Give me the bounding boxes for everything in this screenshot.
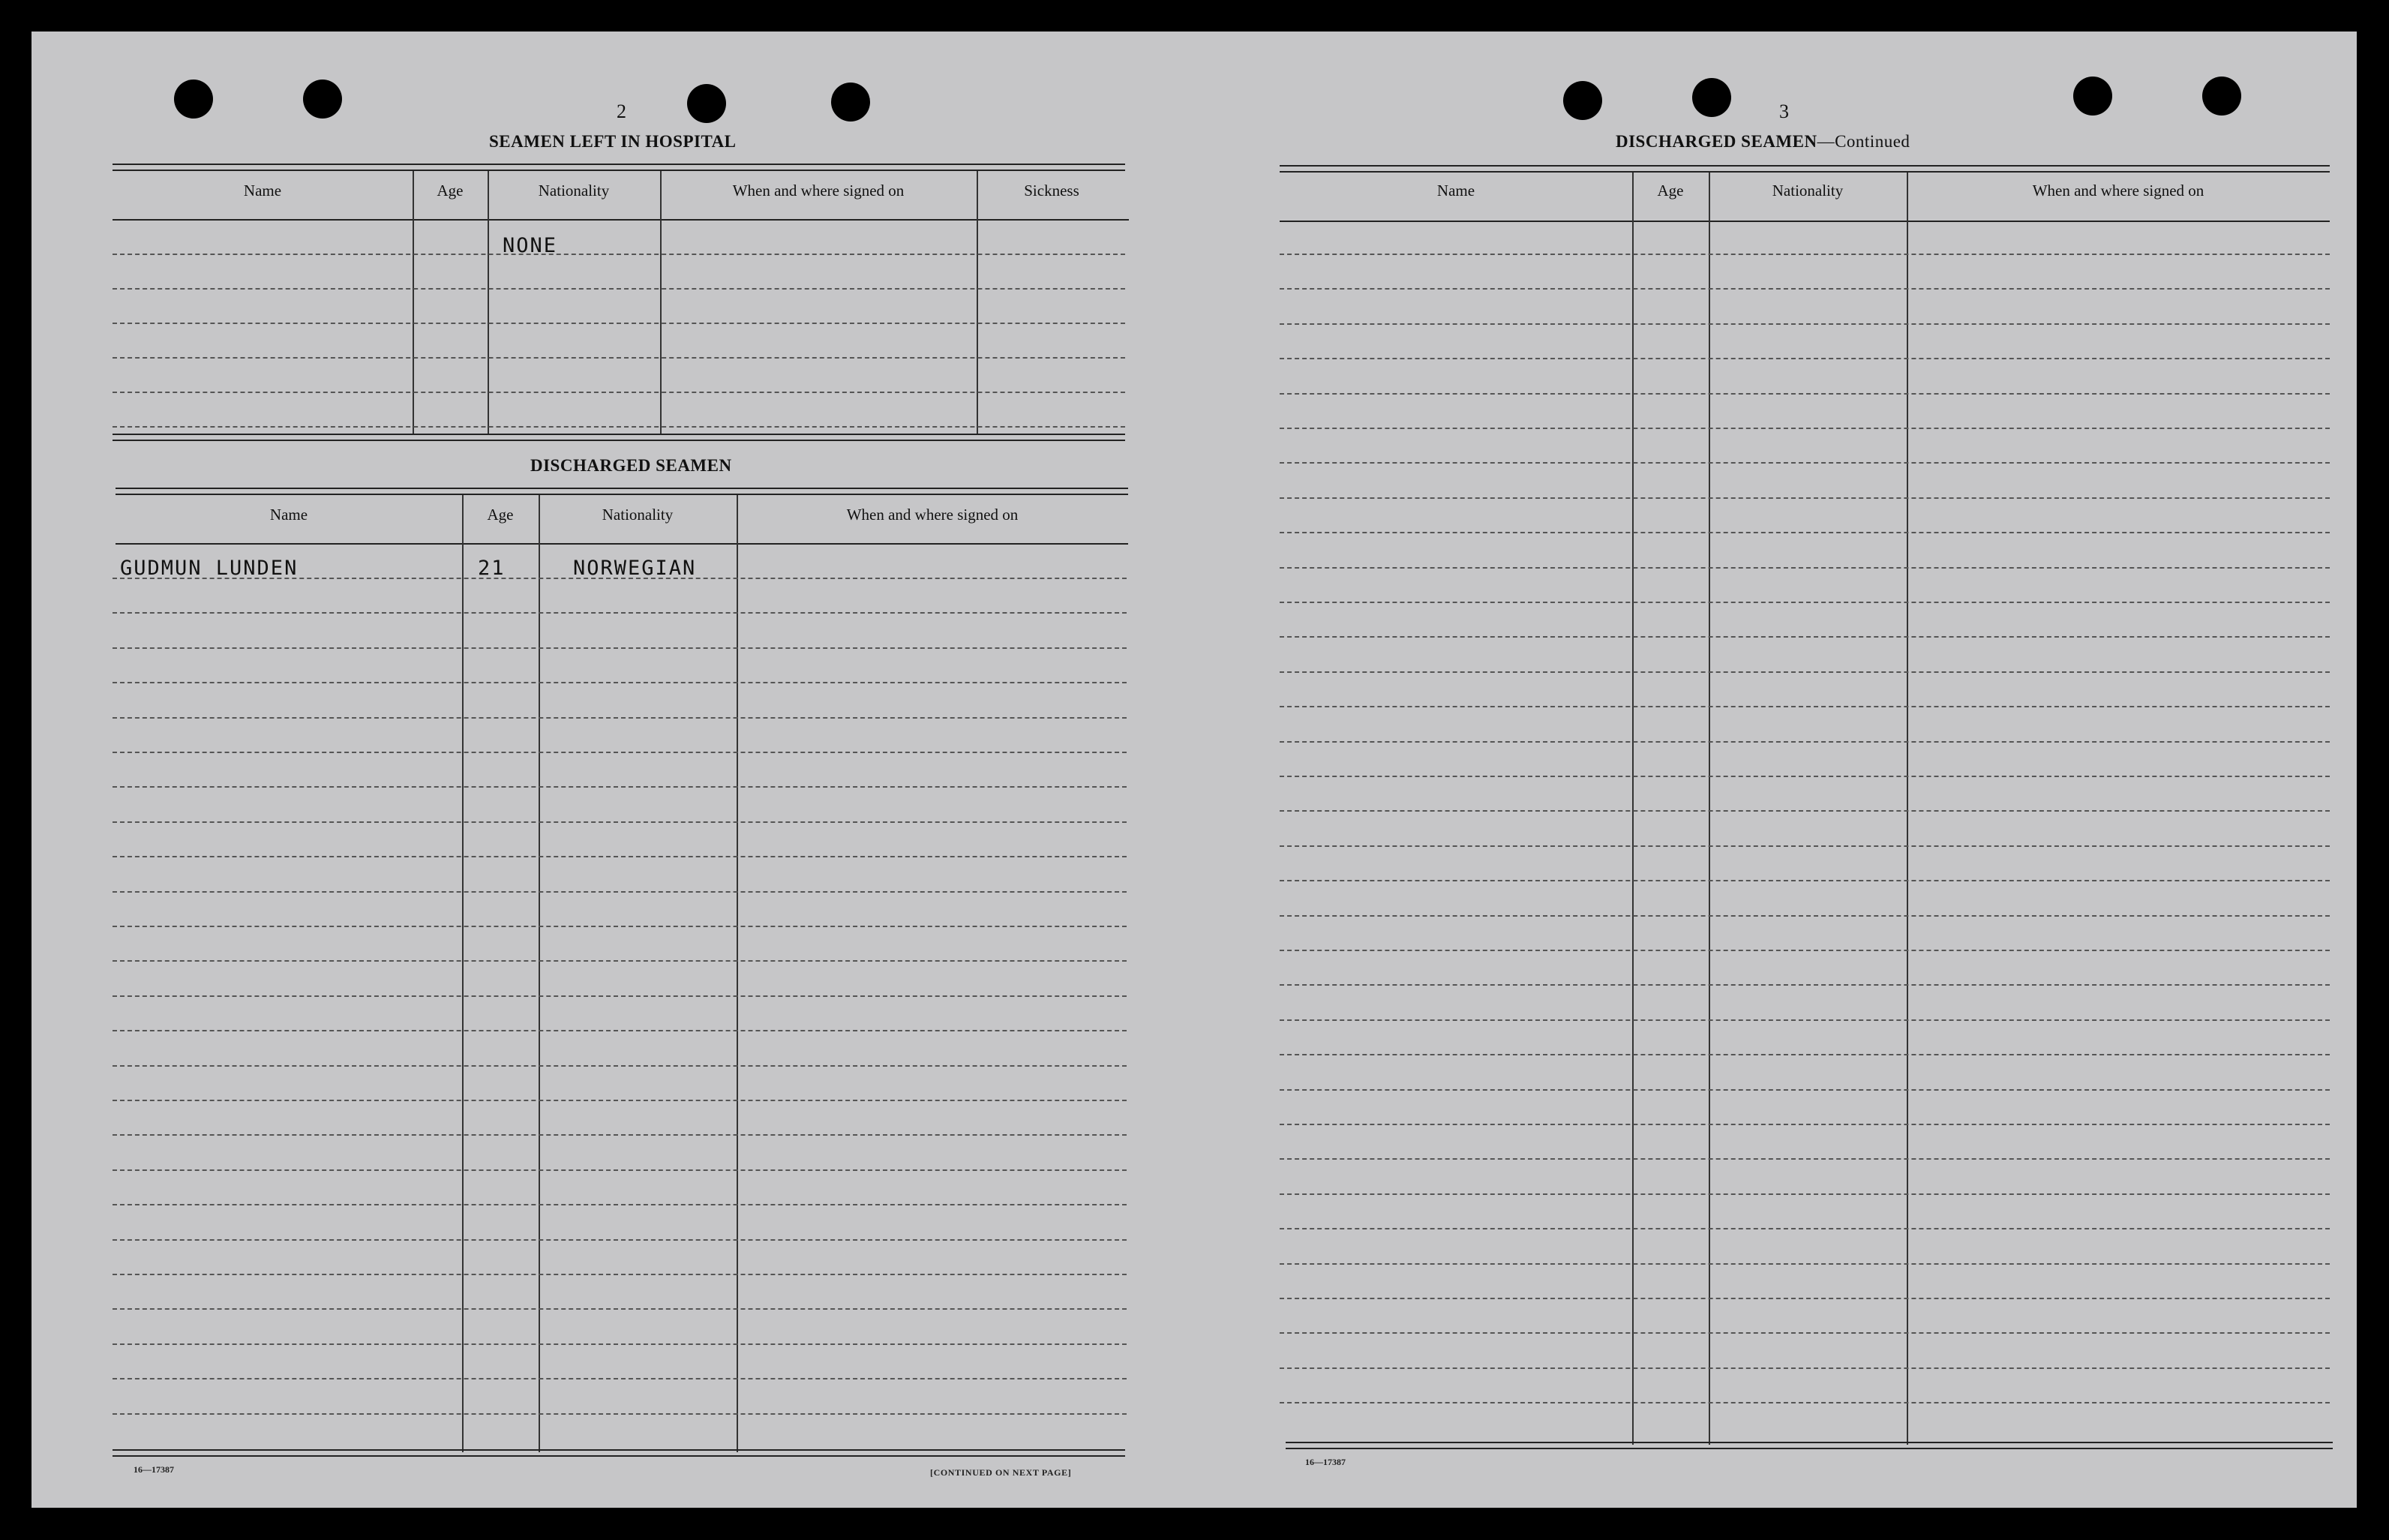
- entry-line: [113, 288, 1125, 290]
- discharged-top-rule: [116, 488, 1128, 495]
- discharged-header-signed-on: When and where signed on: [846, 506, 1019, 524]
- entry-line: [1280, 602, 2330, 603]
- punch-hole: [174, 80, 213, 119]
- entry-line: [113, 682, 1127, 683]
- punch-hole: [687, 84, 726, 123]
- hospital-entry-none: NONE: [503, 234, 558, 257]
- column-divider: [660, 171, 662, 434]
- seaman-age: 21: [478, 557, 506, 580]
- right-bottom-rule: [1286, 1442, 2333, 1449]
- discharged-bottom-rule: [113, 1449, 1125, 1457]
- entry-line: [113, 1239, 1127, 1241]
- entry-line: [1280, 1263, 2330, 1265]
- entry-line: [1280, 1298, 2330, 1299]
- hospital-top-rule: [113, 164, 1125, 171]
- entry-line: [1280, 1193, 2330, 1195]
- entry-line: [1280, 1402, 2330, 1403]
- entry-line: [113, 1413, 1127, 1415]
- entry-line: [113, 426, 1125, 428]
- entry-line: [113, 1274, 1127, 1275]
- entry-line: [1280, 915, 2330, 917]
- column-divider: [1907, 173, 1908, 1445]
- entry-line: [113, 717, 1127, 719]
- column-divider: [413, 171, 414, 434]
- punch-hole: [1563, 81, 1602, 120]
- entry-line: [1280, 1089, 2330, 1091]
- punch-hole: [2073, 77, 2112, 116]
- continued-note: [CONTINUED ON NEXT PAGE]: [930, 1467, 1072, 1478]
- entry-line: [113, 926, 1127, 927]
- entry-line: [113, 856, 1127, 857]
- form-number-right: 16—17387: [1305, 1457, 1346, 1467]
- discharged-header-rule: [116, 543, 1128, 545]
- entry-line: [113, 752, 1127, 753]
- column-divider: [977, 171, 978, 434]
- page-number-left: 2: [617, 101, 626, 122]
- entry-line: [1280, 671, 2330, 673]
- entry-line: [113, 960, 1127, 962]
- document-sheet: [32, 32, 2357, 1508]
- hospital-bottom-rule: [113, 434, 1125, 441]
- right-header-nationality: Nationality: [1772, 182, 1844, 200]
- entry-line: [1280, 1054, 2330, 1055]
- seaman-name: GUDMUN LUNDEN: [120, 557, 299, 580]
- entry-line: [1280, 1124, 2330, 1125]
- entry-line: [1280, 845, 2330, 847]
- discharged-header-age: Age: [487, 506, 514, 524]
- entry-line: [113, 1343, 1127, 1345]
- hospital-header-signed-on: When and where signed on: [732, 182, 905, 200]
- discharged-header-nationality: Nationality: [602, 506, 674, 524]
- right-header-age: Age: [1657, 182, 1684, 200]
- seaman-nationality: NORWEGIAN: [573, 557, 697, 580]
- entry-line: [113, 1169, 1127, 1171]
- entry-line: [113, 995, 1127, 997]
- entry-line: [1280, 984, 2330, 986]
- entry-line: [113, 647, 1127, 649]
- entry-line: [1280, 462, 2330, 464]
- entry-line: [113, 357, 1125, 359]
- discharged-section-title: DISCHARGED SEAMEN: [530, 456, 732, 475]
- form-number-left: 16—17387: [134, 1464, 174, 1475]
- entry-line: [113, 1100, 1127, 1101]
- page-number-right: 3: [1779, 101, 1789, 122]
- entry-line: [1280, 1332, 2330, 1334]
- entry-line: [1280, 1228, 2330, 1229]
- entry-line: [1280, 776, 2330, 777]
- entry-line: [113, 254, 1125, 255]
- entry-line: [113, 1134, 1127, 1136]
- entry-line: [1280, 950, 2330, 951]
- hospital-header-name: Name: [243, 182, 282, 200]
- entry-line: [1280, 706, 2330, 707]
- discharged-continued-title: [1616, 132, 1910, 152]
- entry-line: [113, 1065, 1127, 1067]
- column-divider: [488, 171, 489, 434]
- column-divider: [1632, 173, 1634, 1445]
- hospital-header-age: Age: [437, 182, 464, 200]
- right-header-name: Name: [1436, 182, 1475, 200]
- entry-line: [1280, 567, 2330, 569]
- entry-line: [1280, 288, 2330, 290]
- entry-line: [1280, 497, 2330, 499]
- entry-line: [113, 786, 1127, 788]
- title-text: DISCHARGED SEAMEN: [1616, 132, 1817, 151]
- entry-line: [113, 1030, 1127, 1031]
- punch-hole: [1692, 78, 1731, 117]
- discharged-header-name: Name: [269, 506, 308, 524]
- hospital-header-nationality: Nationality: [538, 182, 610, 200]
- hospital-header-sickness: Sickness: [1024, 182, 1079, 200]
- punch-hole: [2202, 77, 2241, 116]
- entry-line: [1280, 254, 2330, 255]
- column-divider: [1709, 173, 1710, 1445]
- hospital-section-title: SEAMEN LEFT IN HOSPITAL: [489, 132, 737, 151]
- entry-line: [1280, 810, 2330, 812]
- entry-line: [1280, 393, 2330, 395]
- entry-line: [1280, 358, 2330, 359]
- right-top-rule: [1280, 165, 2330, 173]
- entry-line: [1280, 741, 2330, 743]
- entry-line: [1280, 880, 2330, 881]
- entry-line: [113, 392, 1125, 393]
- entry-line: [113, 612, 1127, 614]
- entry-line: [1280, 1019, 2330, 1021]
- punch-hole: [303, 80, 342, 119]
- entry-line: [1280, 636, 2330, 638]
- entry-line: [1280, 1367, 2330, 1369]
- entry-line: [1280, 323, 2330, 325]
- entry-line: [113, 821, 1127, 823]
- entry-line: [113, 1204, 1127, 1205]
- entry-line: [1280, 532, 2330, 533]
- entry-line: [113, 1308, 1127, 1310]
- title-suffix: —Continued: [1817, 132, 1910, 151]
- entry-line: [113, 323, 1125, 324]
- right-header-signed-on: When and where signed on: [2032, 182, 2204, 200]
- punch-hole: [831, 83, 870, 122]
- right-header-rule: [1280, 221, 2330, 222]
- entry-line: [113, 1378, 1127, 1379]
- entry-line: [1280, 428, 2330, 429]
- entry-line: [113, 891, 1127, 893]
- entry-line: [1280, 1158, 2330, 1160]
